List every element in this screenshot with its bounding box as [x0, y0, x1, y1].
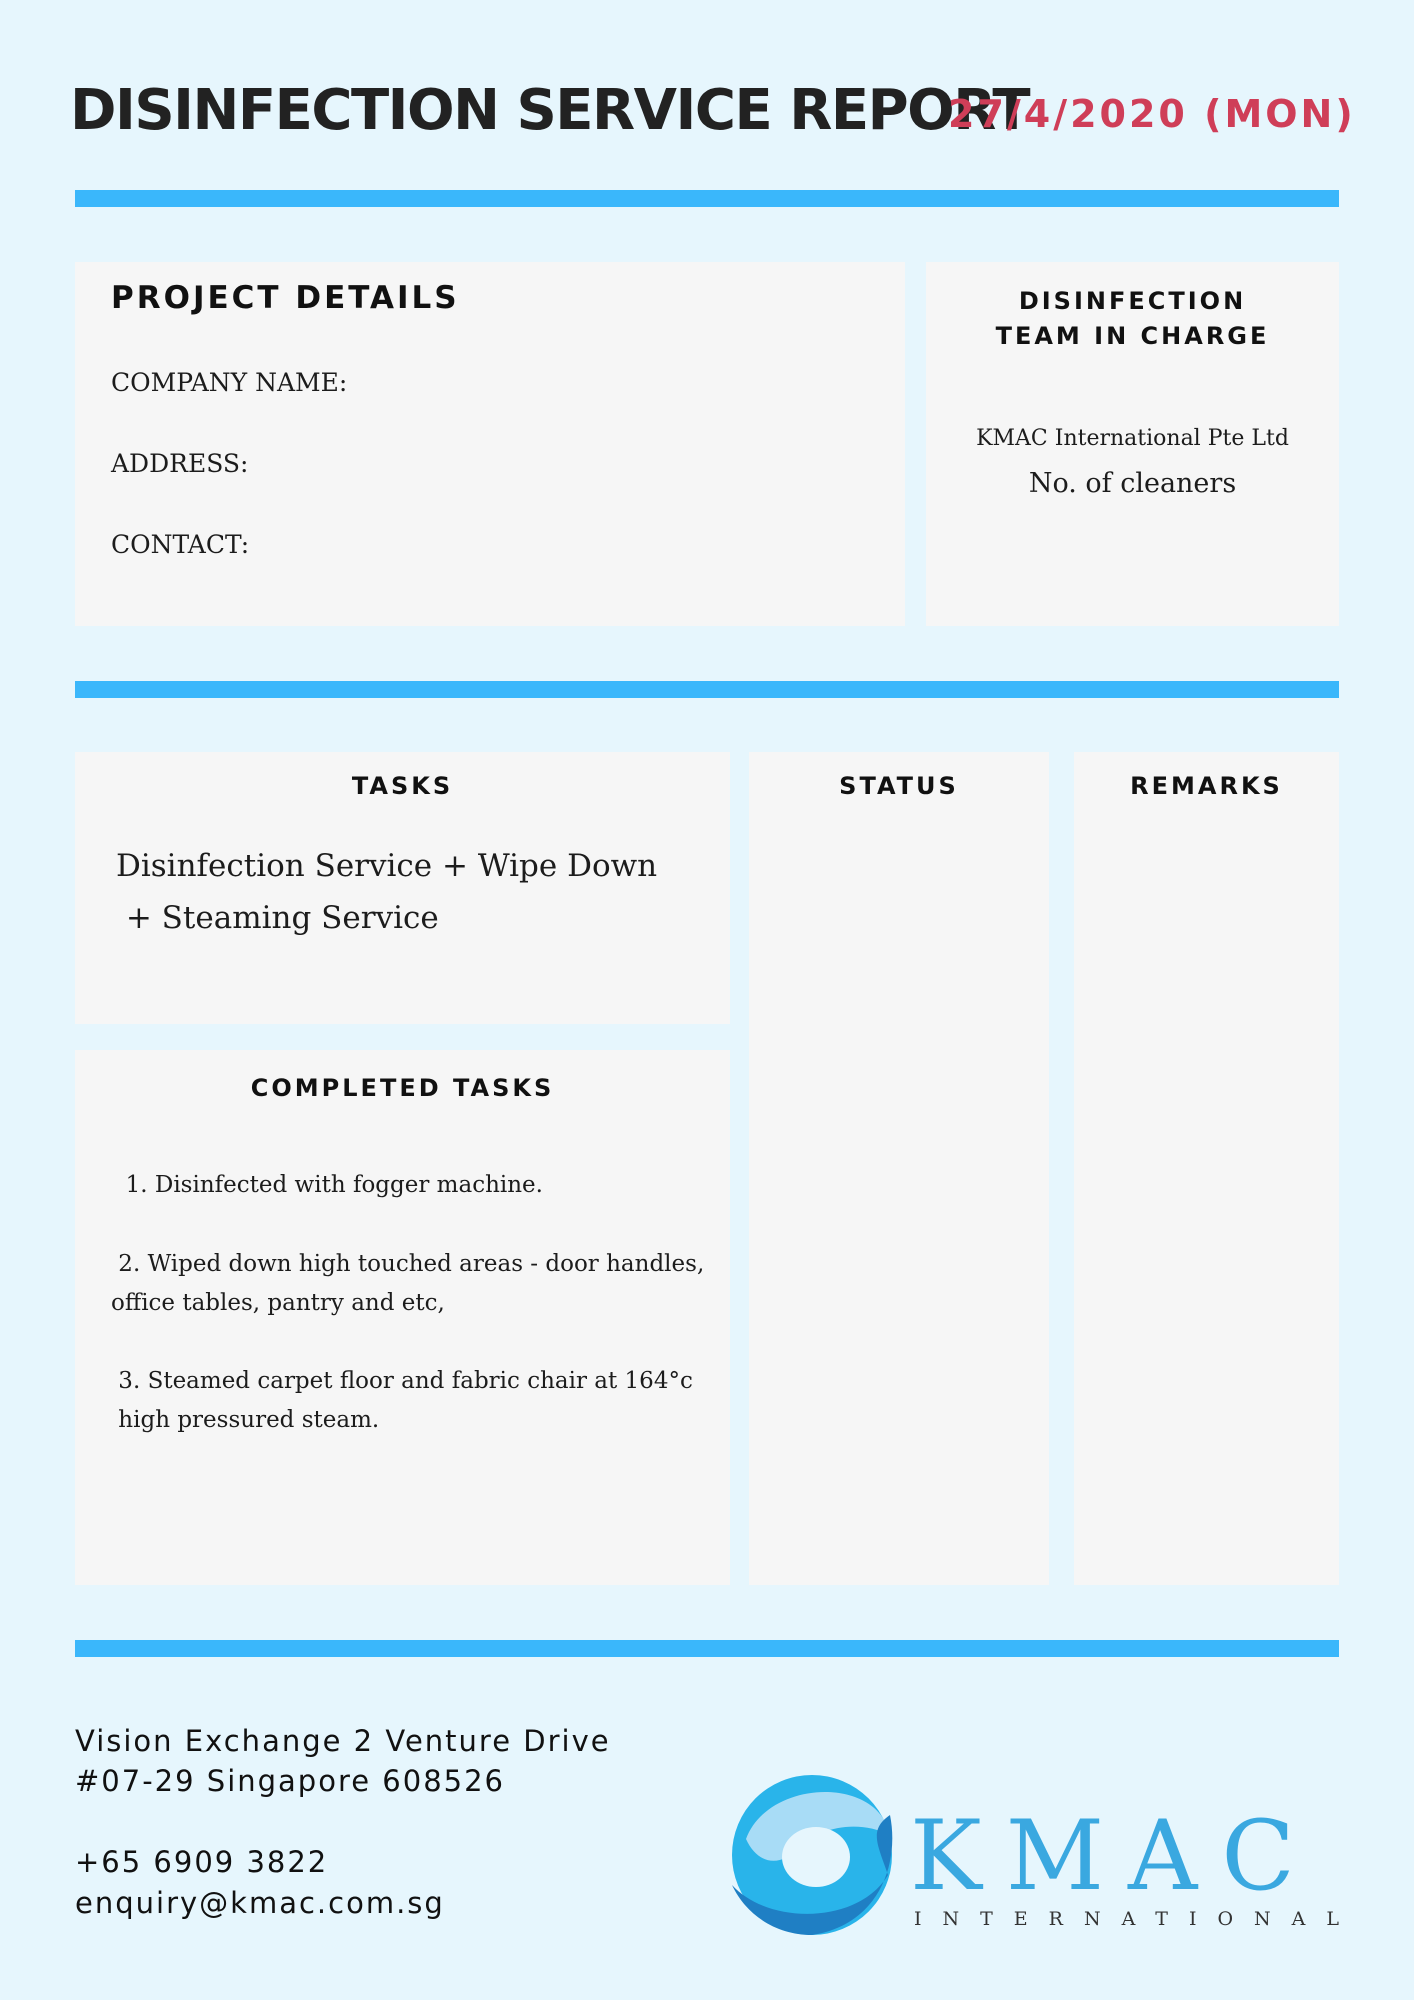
- status-panel: [749, 752, 1049, 1585]
- tasks-panel: [75, 752, 730, 1024]
- contact-label: CONTACT:: [111, 530, 250, 559]
- team-heading-line2: TEAM IN CHARGE: [995, 322, 1270, 350]
- completed-tasks-heading: COMPLETED TASKS: [250, 1074, 555, 1102]
- completed-item-2-line2: office tables, pantry and etc,: [111, 1290, 445, 1316]
- project-details-panel: [75, 262, 905, 626]
- company-name-label: COMPANY NAME:: [111, 368, 348, 397]
- team-heading-line1: DISINFECTION: [1018, 287, 1247, 315]
- report-title: DISINFECTION SERVICE REPORT: [70, 78, 1030, 143]
- address-label: ADDRESS:: [111, 449, 249, 478]
- footer-address-line2: #07-29 Singapore 608526: [75, 1764, 506, 1798]
- tasks-line2: + Steaming Service: [116, 900, 439, 936]
- completed-item-3-line2: high pressured steam.: [111, 1407, 380, 1433]
- completed-tasks-panel: [75, 1050, 730, 1585]
- logo-wordmark: KMAC: [910, 1800, 1319, 1912]
- completed-item-3-line1: 3. Steamed carpet floor and fabric chair at 164°c: [111, 1368, 693, 1394]
- report-date: 27/4/2020 (MON): [948, 92, 1356, 136]
- team-in-charge-panel: [926, 262, 1339, 626]
- team-company-name: KMAC International Pte Ltd: [976, 426, 1289, 451]
- divider-bottom: [75, 1640, 1339, 1657]
- footer-address-line1: Vision Exchange 2 Venture Drive: [75, 1724, 611, 1758]
- divider-middle: [75, 681, 1339, 698]
- divider-top: [75, 190, 1339, 207]
- remarks-heading: REMARKS: [1130, 772, 1283, 800]
- footer-email: enquiry@kmac.com.sg: [75, 1886, 445, 1920]
- team-cleaners-count: No. of cleaners: [1028, 468, 1237, 499]
- logo-subtitle: INTERNATIONAL: [914, 1908, 1361, 1930]
- tasks-line1: Disinfection Service + Wipe Down: [116, 848, 658, 884]
- project-details-heading: PROJECT DETAILS: [111, 280, 460, 316]
- footer-phone: +65 6909 3822: [75, 1845, 329, 1879]
- team-heading: [926, 284, 1339, 354]
- tasks-description: [116, 840, 657, 944]
- tasks-heading: TASKS: [351, 772, 454, 800]
- completed-item-1: 1. Disinfected with fogger machine.: [111, 1172, 543, 1198]
- status-heading: STATUS: [839, 772, 959, 800]
- completed-item-2-line1: 2. Wiped down high touched areas - door handles,: [111, 1251, 705, 1277]
- remarks-panel: [1074, 752, 1339, 1585]
